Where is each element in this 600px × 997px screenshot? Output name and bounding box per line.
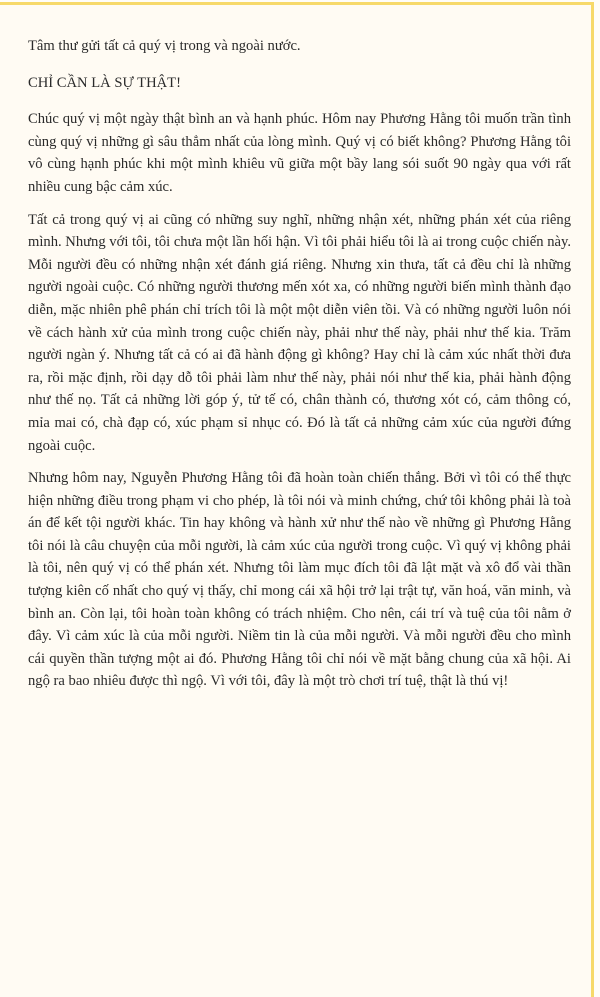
letter-paragraph-3: Nhưng hôm nay, Nguyễn Phương Hằng tôi đã hoàn toàn chiến thắng. Bởi vì tôi có thể thực hiện những điều trong phạm vi cho phép, là tôi nói và minh chứng, chứ tôi không phải là toà án để kết tội người khác. Tin hay không và hành xử như thế nào về những gì Phương Hằng tôi nói là câu chuyện của mỗi người, là cảm xúc của người trong cuộc. Vì quý vị không phải là tôi, nên quý vị có thể phán xét. Nhưng tôi làm mục đích tôi đã lật mặt và xô đổ vài thần tượng kiên cố nhất cho quý vị thấy, chỉ mong cái xã hội trở lại trật tự, văn hoá, văn minh, và bình an. Còn lại, tôi hoàn toàn không có trách nhiệm. Cho nên, cái trí và tuệ của tôi nằm ở đây. Vì cảm xúc là của mỗi người. Niềm tin là của mỗi người. Và mỗi người đều cho mình cái quyền thần tượng một ai đó. Phương Hằng tôi chỉ nói về mặt bằng chung của xã hội. Ai ngộ ra bao nhiêu được thì ngộ. Vì với tôi, đây là một trò chơi trí tuệ, thật là thú vị! <box>28 470 571 690</box>
letter-body <box>28 35 571 703</box>
letter-box <box>0 2 594 997</box>
letter-headline: CHỈ CẦN LÀ SỰ THẬT! <box>28 74 181 91</box>
letter-greeting: Tâm thư gửi tất cả quý vị trong và ngoài nước. <box>28 38 301 54</box>
letter-paragraph-2: Tất cả trong quý vị ai cũng có những suy nghĩ, những nhận xét, những phán xét của riêng mình. Nhưng với tôi, tôi chưa một lần hối hận. Vì tôi phải hiểu tôi là ai trong cuộc chiến này. Mỗi người đều có những nhận xét đánh giá riêng. Nhưng xin thưa, tất cả đều chỉ là những người ngoài cuộc. Có những người thương mến xót xa, có những người biến mình thành đạo diễn, mặc nhiên phê phán chỉ trích tôi là một một diễn viên tồi. Và có những người luôn nói về cách hành xử của mình trong cuộc chiến này, phải như thế này, phải như thế kia. Trăm người ngàn ý. Nhưng tất cả có ai đã hành động gì không? Hay chỉ là cảm xúc nhất thời đưa ra, rồi mặc định, rồi dạy dỗ tôi phải làm như thế này, phải nói như thế kia, phải hành động như thế nọ. Tất cả những lời góp ý, tử tế có, chân thành có, thương xót có, cảm thông có, mỉa mai có, chà đạp có, xúc phạm sỉ nhục có. Đó là tất cả những cảm xúc của người đứng ngoài cuộc. <box>28 211 571 454</box>
letter-paragraph-1: Chúc quý vị một ngày thật bình an và hạnh phúc. Hôm nay Phương Hằng tôi muốn trần tình cùng quý vị những gì sâu thẳm nhất của lòng mình. Quý vị có biết không? Phương Hằng tôi vô cùng hạnh phúc khi một mình khiêu vũ giữa một bầy lang sói suốt 90 ngày qua với rất nhiều cung bậc cảm xúc. <box>28 111 571 195</box>
